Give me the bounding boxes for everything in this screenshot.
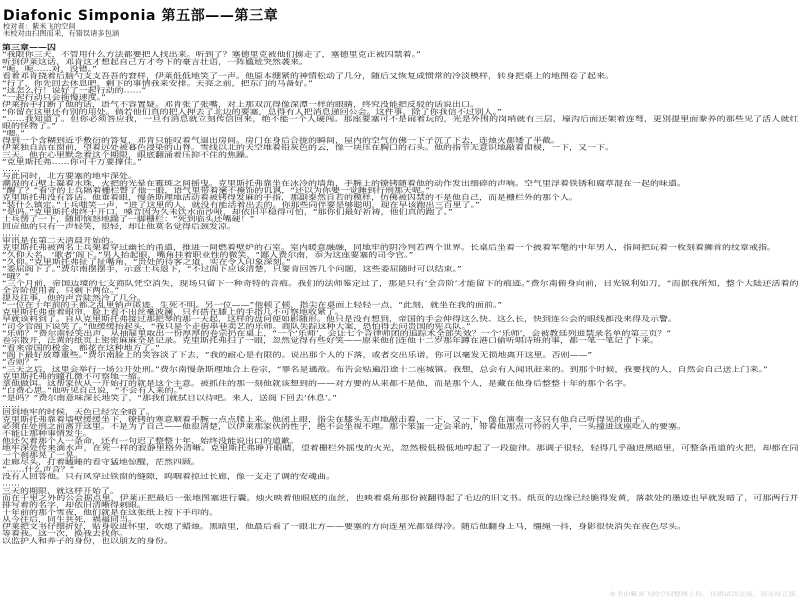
paragraph: 伊莱抬手打断了他的话，语气不容置疑。邓肯张了张嘴，对上那双沉得像深潭一样的眼睛，终究没能把反驳的话说出口。 <box>2 100 480 109</box>
paragraph: “克里斯托弗……你可千万要撑住。” <box>2 157 142 166</box>
paragraph: “呃，呃……对，没错。” <box>2 64 97 73</box>
paragraph: “乐师？”费尔南轻笑出声，从抽屉里取出一份厚厚的卷宗扔在桌上，“一个‘乐师’，会让七个音律师团的追踪术全部失效？一个‘乐师’，会被教廷列进禁录名单的第三页？” <box>2 329 672 338</box>
paragraph: 听到伊莱这话，邓肯这才想起自己方才夸下的豪言壮语，一阵尴尬突然袭来。 <box>2 57 309 66</box>
paragraph: “三个月前，帝国边境的七支商队凭空消失，现场只留下一种奇特的音痕。我们的法师鉴定过了，那是只有‘全音阶’才能留下的痕迹。”费尔南俯身向前，目光锐利如刀，“而据我所知，整个大陆还活着的全音阶使用者，只剩下两位。” <box>2 279 799 295</box>
paragraph: 卷宗散开，泛黄的纸页上密密麻麻全是记录。克里斯托弗扫了一眼，忽然觉得有些好笑——原来他们连他十二岁那年蹲在港口偷听唱诗班的事，都一笔一笔记了下来。 <box>2 336 660 345</box>
paragraph: “委屈阁下了。”费尔南摆摆手，示意士兵退下，“不过阁下应该清楚，只要肯回答几个问题，这些委屈随时可以结束。” <box>2 265 462 273</box>
paragraph: …… <box>2 165 20 173</box>
paragraph: 士兵愣了一下，随即恼怒地踹了一脚栅栏：“死到临头还嘴硬！” <box>2 215 255 223</box>
paragraph: “你留在这里还有别的用处。倘若他们真的把人押去了北边的要塞，总得有人把消息递回公会。这件事，除了你我信不过别人。” <box>2 107 502 116</box>
paragraph: 审讯是在第二天清晨开始的。 <box>2 236 120 245</box>
page-title: Diafonic Simponia 第五部——第三章 <box>3 8 279 24</box>
paragraph-list <box>2 51 799 544</box>
paragraph: 克里斯托弗垂着眼帘，脸上看不出丝毫波澜，只有搭在膝上的手指几不可察地收紧了。 <box>2 308 345 316</box>
paragraph: 不能让那种事情发生。 <box>2 429 93 438</box>
paragraph: 三天。他在心里默念着这个期限，眼底翻涌着压抑不住的焦躁。 <box>2 150 255 159</box>
paragraph: 以监护人和养子的身份，也以朋友的身份。 <box>2 536 174 545</box>
paragraph: “……什么声音？” <box>2 465 75 473</box>
paragraph: …… <box>2 479 20 488</box>
paragraph: …… <box>2 229 20 238</box>
paragraph: “三天之后，这里会举行一场公开处刑。”费尔南慢条斯理地合上卷宗，“罪名是通敌。布告会贴遍沿途十二座城镇。我想，总会有人闻讯赶来的。到那个时候，我要找的人，自然会自己送上门来。” <box>2 365 768 373</box>
paragraph: 潮湿的石壁上凝着水珠，火把的光晕在霉斑之间摇曳。克里斯托弗靠坐在冰冷的墙角，手腕上的镣铐随着他的动作发出细碎的声响。空气里浮着铁锈和腐草混在一起的味道。 <box>2 179 687 187</box>
paragraph: “司令官阁下说笑了。”他缓缓抬起头，“我只是个走街串巷卖艺的乐师。商队失踪这种大案，恐怕得去问贵国的宪兵队。” <box>2 322 471 330</box>
paragraph: 伊莱独自站在窗前，望着远处被暮色浸染的山脊。雪线以北的天空堆着铅灰色的云，像一块压在胸口的石头。他的指节无意识地敲着窗棂，一下，又一下。 <box>2 143 615 152</box>
paragraph: “这怎么行！说好了一起行动的……” <box>2 86 147 95</box>
paragraph: 他还欠着那个人一条命，还有一句迟了整整十年、始终没能说出口的道歉。 <box>2 436 300 445</box>
paragraph: “阁下最好放尊重些。”费尔南脸上的笑容淡了下去，“我的耐心是有限的。说出那个人的下落，或者交出乐谱，你可以毫发无损地离开这里。否则——” <box>2 350 593 359</box>
paragraph: 克里斯托弗的瞳孔微不可察地一缩。 <box>2 372 147 381</box>
paragraph: 早就该料到了。自从克里斯托弗接过那把琴的那一天起，这样的盘问便如影随形。他只是没有想到，帝国的手会伸得这么快、这么长，快到连公会的眼线都没来得及示警。 <box>2 315 678 323</box>
paragraph: “一位在十年前的王都之乱里销声匿迹，生死不明。另一位——”他顿了顿，指尖在桌面上轻轻一点，“此刻，就坐在我的面前。” <box>2 300 503 309</box>
chapter-heading: 第三章——囚 <box>2 43 57 52</box>
paragraph: 而在千里之外的公会据点里，伊莱正把最后一张地图塞进行囊。烛火映着他眼底的血丝，也映着桌角那份被翻得起了毛边的旧文书。纸页的边缘已经脆得发黄，落款处的墨迹也早就发暗了，可那两行并排写着的名字，却依旧清晰得刺眼。 <box>2 493 799 509</box>
paragraph: “一起行动只会拖慢速度。” <box>2 93 106 102</box>
paragraph: “久仰。”克里斯托弗扯了扯嘴角，“贵处的待客之道，实在令人印象深刻。” <box>2 257 291 266</box>
paragraph: 得到一个含糊到近乎敷衍的答复，邓肯只能叹着气退出房间。房门在身后合拢的瞬间，屋内的空气仿佛一下子沉了下去，连烛火都矮了半截。 <box>2 136 561 145</box>
paragraph: “我限你三天，不管用什么方法都要把人找出来。听到了？塞德里克被他们掳走了，塞德里克正被囚禁着。” <box>2 50 421 59</box>
paragraph: …… <box>2 400 20 409</box>
paragraph: “醒了？”看守的士兵隔着栅栏瞥了他一眼，语气里带着毫不掩饰的讥讽，“还以为你要一觉睡到行刑那天呢。” <box>2 186 431 195</box>
paragraph: 必须在处刑之前离开这里。不是为了自己——他很清楚，以伊莱那家伙的性子，绝不会坐视不理。那个笨蛋一定会来的，带着他那点可怜的人手，一头撞进这座吃人的要塞。 <box>2 422 687 431</box>
proofread-note <box>3 23 119 37</box>
paragraph: 十年前的那个雪夜，他们就是在这张纸上按下手印的。 <box>2 508 219 516</box>
watermark-footer: 本书由紫米飞的空间整理上传，仅供试读交流，请支持正版 <box>608 591 796 598</box>
paragraph: 回应他的只有一声轻笑，很轻，却让他莫名觉得后颈发凉。 <box>2 222 237 230</box>
paragraph: 克里斯托弗靠着墙壁缓缓坐下，镣铐的寒意顺着手腕一点点爬上来。他闭上眼，指尖在膝头无声地敲击着，一下，又一下，像在演奏一支只有他自己听得见的曲子。 <box>2 415 651 423</box>
paragraph: “久仰大名，‘歌者’阁下。”男人抬起眼，嘴角挂着职业性的微笑，“鄙人费尔南，忝为这座要塞的司令官。” <box>2 250 414 259</box>
disclaimer-line: 未校对由扫图而来，有错误请多包涵 <box>3 29 120 38</box>
paragraph: “是吗。”克里斯托弗终于开口，嗓音因为久未饮水而沙哑，却依旧平稳得可怕，“那你们最好祈祷，他们真的跑了。” <box>2 207 453 216</box>
paragraph: “是吗？”费尔南意味深长地笑了，“那我们就拭目以待吧。来人，送阁下回去‘休息’。” <box>2 393 337 402</box>
paragraph: 没有人回答他。只有风穿过铁窗的缝隙，呜咽着掠过长廊，像一支走了调的安魂曲。 <box>2 472 336 481</box>
paragraph: “白费心思。”他听见自己说，“不会有人来的。” <box>2 386 183 395</box>
proofreader-line: 校对者：紫米飞的空间 <box>3 22 76 31</box>
paragraph: “否则？” <box>2 358 39 366</box>
paragraph: “哦？” <box>2 272 30 280</box>
paragraph: “装什么镇定。”士兵嗤笑一声，“进了这里的人，就没有能活着出去的。你那些同伴要是够聪明，现在早该跑出三百里了。” <box>2 200 480 209</box>
paragraph: 拿他做饵。这帮家伙从一开始打的就是这个主意。被抓住的那一刻他就该想到的——对方要的从来都不是他，而是那个人，是藏在他身后整整十年的那个名字。 <box>2 379 633 388</box>
paragraph: 回到地牢的时候，天色已经完全暗了。 <box>2 408 156 416</box>
paragraph: 看着邓肯挠着后脑勺支支吾吾的窘样，伊莱低低地笑了一声。他原本绷紧的神情松动了几分，随后又恢复成惯常的冷淡模样，转身把桌上的地图卷了起来。 <box>2 72 615 80</box>
chapter-text <box>2 44 799 545</box>
paragraph: 与此同时，北方要塞的地牢深处。 <box>2 172 138 180</box>
paragraph: 地牢深处传来滴水声，在死一样的寂静里格外清晰。克里斯托弗睁开眼睛，望着栅栏外摇曳的火光，忽然极低极低地哼起了一段旋律。那调子很轻，轻得几乎融进黑暗里，可整条甬道的火把，却都在同一个刹那晃了一晃。 <box>2 443 799 459</box>
paragraph: 提及往事，他的声音陡然冷了几分。 <box>2 293 147 302</box>
paragraph: 克里斯托弗被两名士兵架着穿过幽长的甬道，推进一间燃着壁炉的石室。室内暖意融融，同地牢的阴冷判若两个世界。长桌后坐着一个披着军氅的中年男人，指间把玩着一枚刻着狮首的纹章戒指。 <box>2 243 777 252</box>
paragraph: 克里斯托弗没有答话。他垂着眼，慢条斯理地活动着被铐得发麻的手指，那副泰然自若的模样，仿佛被囚禁的不是他自己，而是栅栏外的那个人。 <box>2 193 579 202</box>
paragraph: “……我知道了。但你必须答应我，一旦有消息就立刻传信回来，绝不能一个人硬闯。那座要塞可不是闹着玩的，光是外围的岗哨就有三层，壕沟后面还架着连弩，更别提里面豢养的那些见了活人就红眼的怪物了。” <box>2 114 799 130</box>
paragraph: “看来帝国的税金，都花在这种地方了。” <box>2 343 160 352</box>
paragraph: 走廊尽头，打着瞌睡的看守猛地惊醒，茫然四顾。 <box>2 458 201 466</box>
paragraph: 三天的期限，就这样开始了。 <box>2 486 120 495</box>
paragraph: 从今往后，同生共死，祸福同当。 <box>2 515 138 524</box>
paragraph: “行了，你先回去休息吧，剩下的事情我来安排。天亮之前，把东门的马备好。” <box>2 79 313 87</box>
paragraph: 伊莱把文书仔细折好，贴身收进怀里，吹熄了蜡烛。黑暗里，他最后看了一眼北方——要塞的方向连星光都显得冷。随后他翻身上马，缰绳一抖，身影很快消失在夜色尽头。 <box>2 522 687 531</box>
paragraph: 等着我。这一次，换我去找你。 <box>2 529 129 538</box>
paragraph: “嗯。” <box>2 129 25 137</box>
